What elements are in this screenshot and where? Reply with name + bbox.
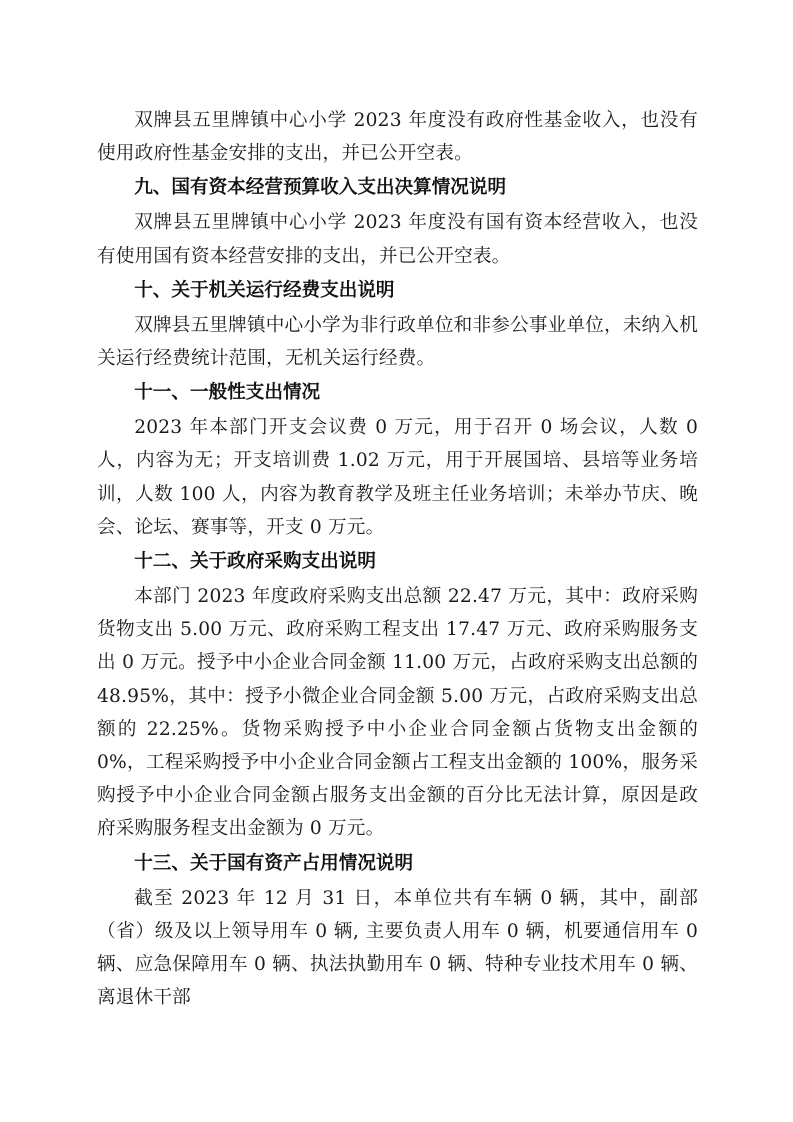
- document-page: [97, 104, 698, 1014]
- paragraph-state-capital: 双牌县五里牌镇中心小学 2023 年度没有国有资本经营收入，也没有使用国有资本经营安排的支出，并已公开空表。: [97, 212, 698, 267]
- heading-section-11: 十一、一般性支出情况: [134, 382, 321, 404]
- paragraph-operating-expenses: 双牌县五里牌镇中心小学为非行政单位和非参公事业单位，未纳入机关运行经费统计范围，无机关运行经费。: [97, 314, 699, 370]
- paragraph-government-fund: 双牌县五里牌镇中心小学 2023 年度没有政府性基金收入，也没有使用政府性基金安排的支出，并已公开空表。: [97, 110, 698, 165]
- heading-section-9: 九、国有资本经营预算收入支出决算情况说明: [134, 177, 507, 199]
- heading-section-12: 十二、关于政府采购支出说明: [134, 551, 376, 573]
- paragraph-procurement: 本部门 2023 年度政府采购支出总额 22.47 万元，其中：政府采购货物支出 5.00 万元、政府采购工程支出 17.47 万元、政府采购服务支出 0 万元。授予中小企业合同金额 11.00 万元，占政府采购支出总额的 48.95%，其中：授予小微企业合同金额 5.00 万元，占政府采购支出总额的 22.25%。货物采购授予中小企业合同金额占货物支出金额的 0%，工程采购授予中小企业合同金额占工程支出金额的 100%，服务采购授予中小企业合同金额占服务支出金额的百分比无法计算，原因是政府采购服务程支出金额为 0 万元。: [97, 586, 698, 840]
- heading-section-10: 十、关于机关运行经费支出说明: [134, 279, 395, 301]
- paragraph-general-expenses: 2023 年本部门开支会议费 0 万元，用于召开 0 场会议，人数 0 人，内容为无；开支培训费 1.02 万元，用于开展国培、县培等业务培训，人数 100 人，内容为教育教学及班主任业务培训；未举办节庆、晚会、论坛、赛事等，开支 0 万元。: [97, 417, 698, 538]
- heading-section-13: 十三、关于国有资产占用情况说明: [134, 852, 414, 874]
- paragraph-state-assets: 截至 2023 年 12 月 31 日，本单位共有车辆 0 辆，其中，副部（省）级及以上领导用车 0 辆, 主要负责人用车 0 辆，机要通信用车 0 辆、应急保障用车 0 辆、执法执勤用车 0 辆、特种专业技术用车 0 辆、离退休干部: [97, 887, 698, 1009]
